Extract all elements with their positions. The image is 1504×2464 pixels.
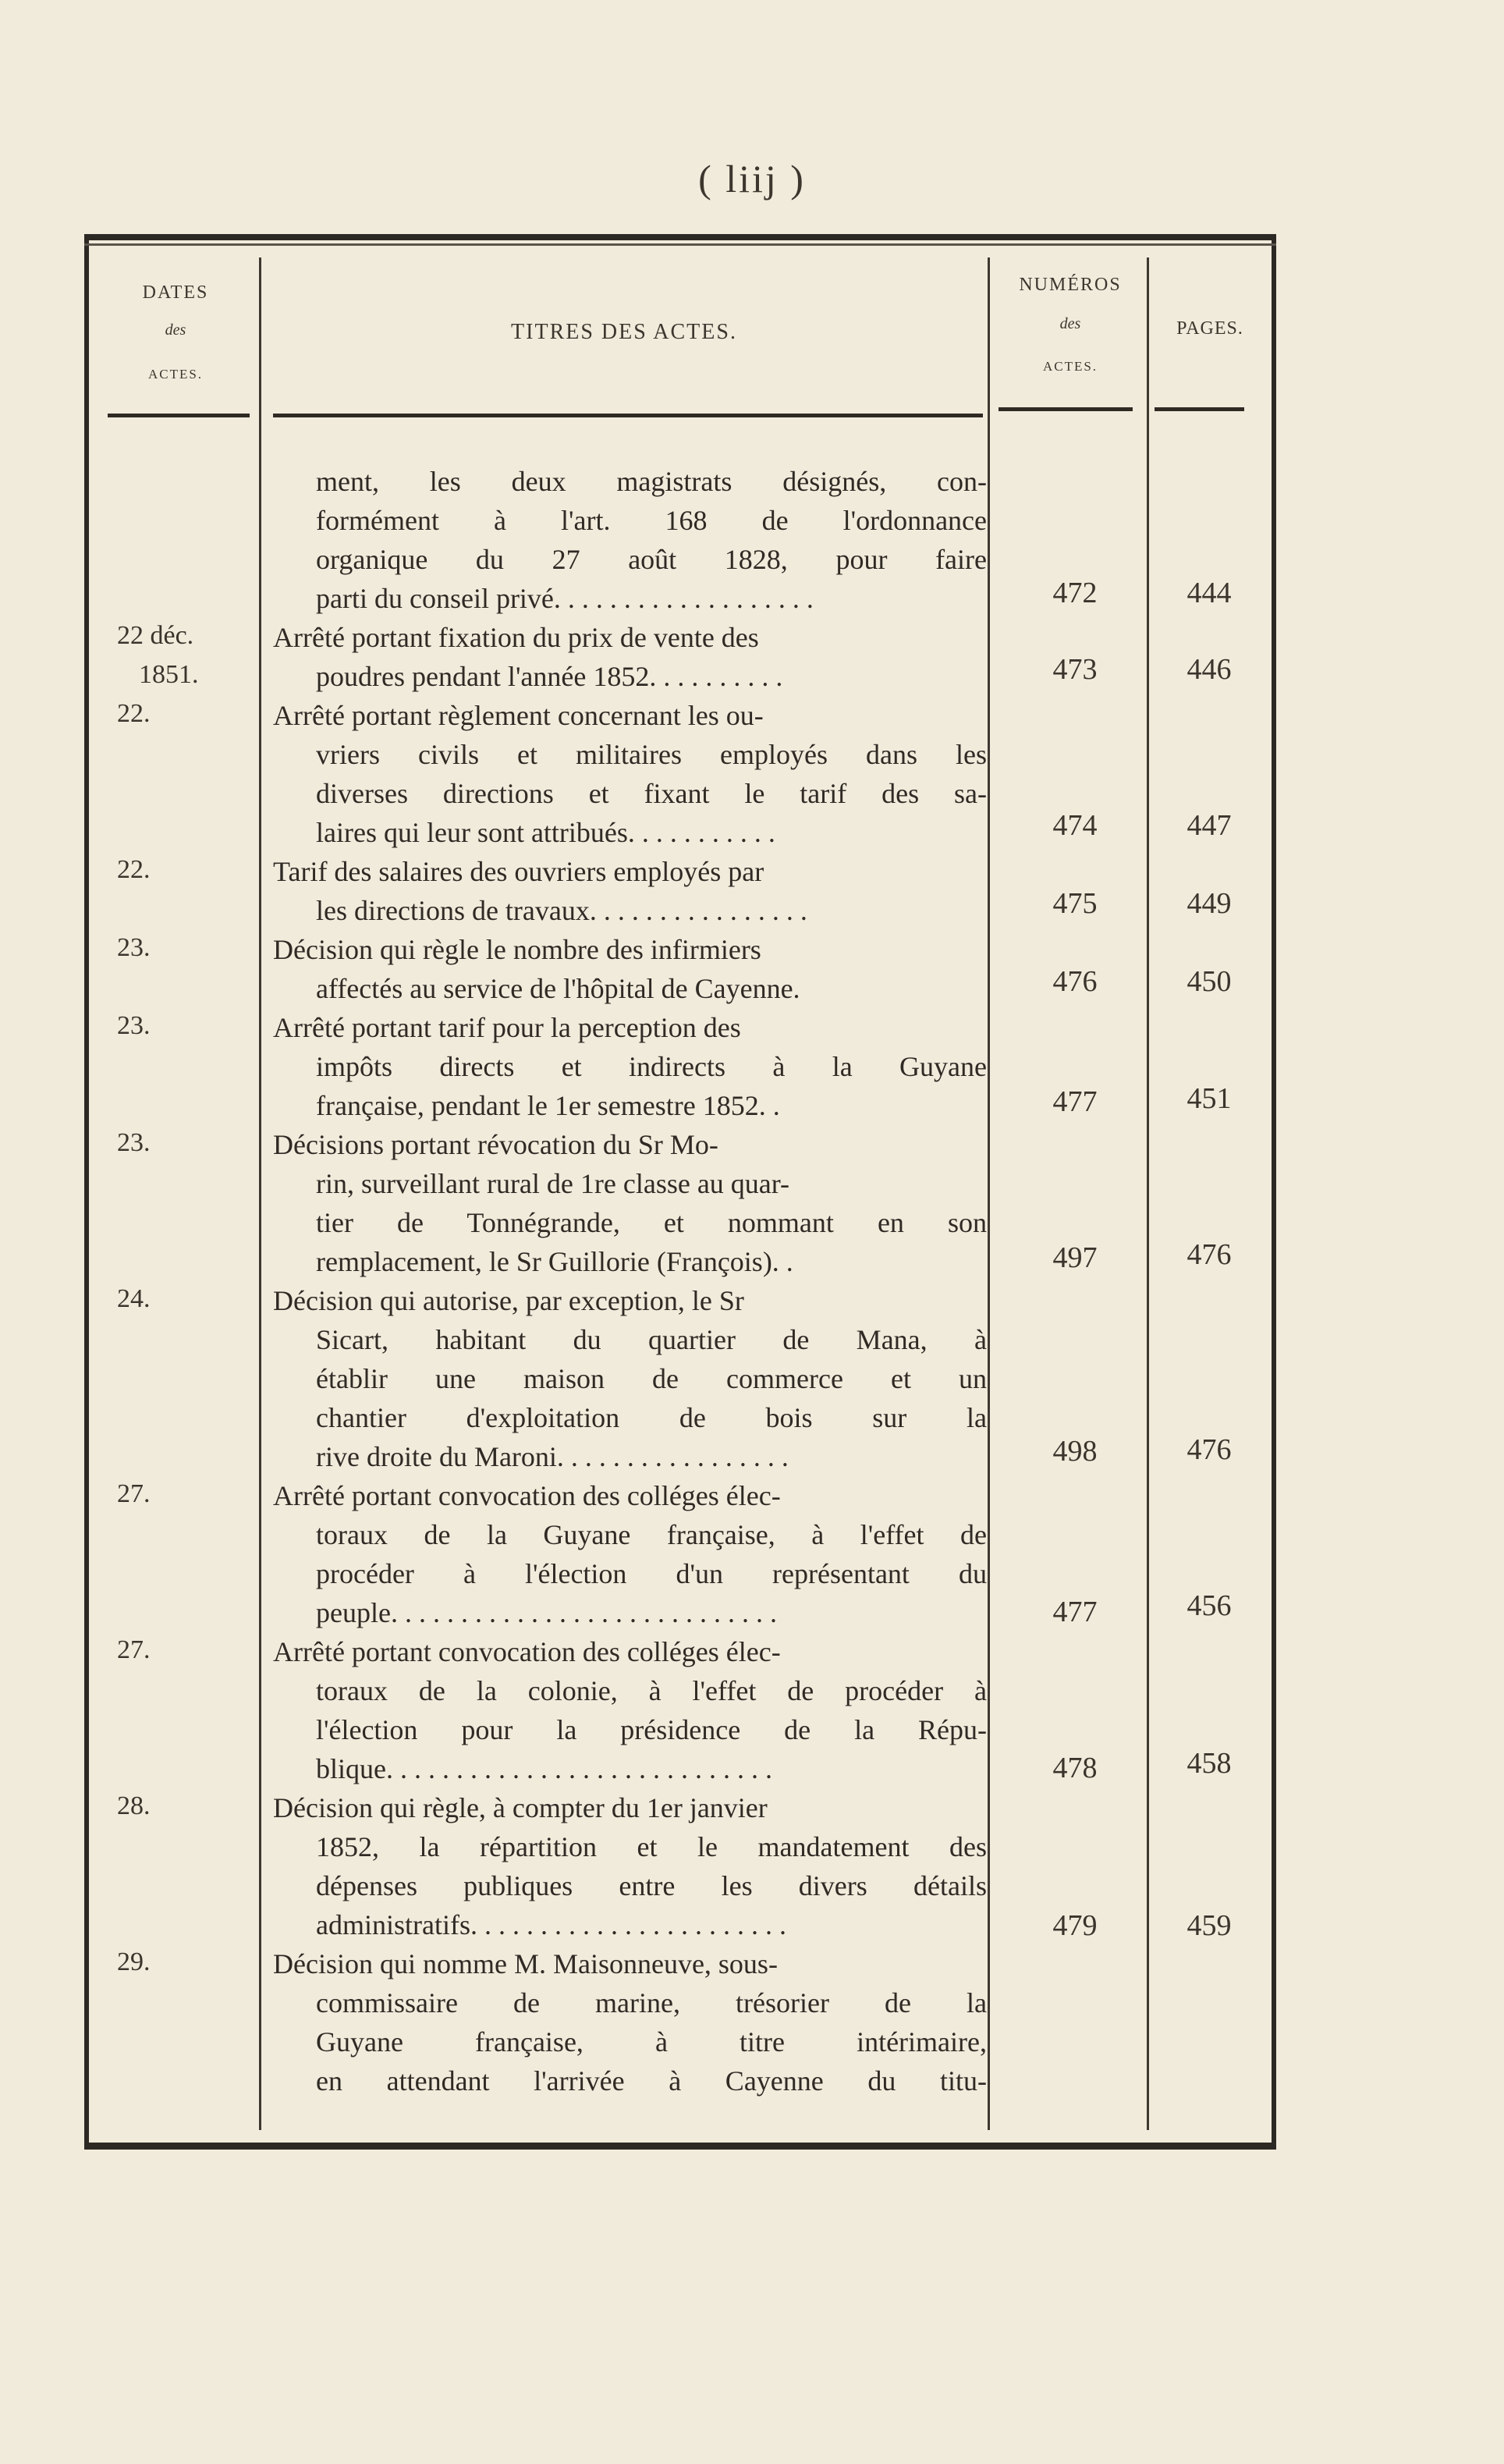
- entry-5-date: 23.: [117, 933, 151, 962]
- entry-9-line-1: Arrêté portant convocation des colléges élec-: [273, 1480, 781, 1511]
- entry-7-line-4: remplacement, le Sr Guillorie (François). .: [316, 1246, 793, 1277]
- header-pages-label: PAGES.: [1176, 318, 1243, 339]
- entry-4-number: 475: [1052, 887, 1098, 920]
- header-rule-numbers: [999, 407, 1133, 411]
- entry-10-line-1: Arrêté portant convocation des colléges élec-: [273, 1636, 781, 1667]
- entry-10-date: 27.: [117, 1635, 151, 1664]
- entry-10-line-3: l'élection pour la présidence de la Répu-: [316, 1714, 987, 1745]
- entry-9-line-2: toraux de la Guyane française, à l'effet de: [316, 1519, 987, 1550]
- entry-5-number: 476: [1052, 965, 1098, 998]
- entry-2-line-1: Arrêté portant fixation du prix de vente des: [273, 622, 759, 653]
- entry-8-line-5: rive droite du Maroni. . . . . . . . . . . . . . . . .: [316, 1441, 789, 1472]
- entry-1-line-2: formément à l'art. 168 de l'ordonnance: [316, 505, 987, 536]
- entry-12-line-4: en attendant l'arrivée à Cayenne du titu-: [316, 2065, 987, 2097]
- entry-9-page: 456: [1187, 1589, 1232, 1622]
- entry-1-line-4: parti du conseil privé. . . . . . . . . . . . . . . . . . .: [316, 583, 814, 614]
- entry-4-line-1: Tarif des salaires des ouvriers employés par: [273, 856, 764, 887]
- header-dates-label: DATES: [142, 282, 209, 303]
- entry-7-line-1: Décisions portant révocation du Sr Mo-: [273, 1129, 718, 1160]
- entry-2-number: 473: [1052, 653, 1098, 686]
- entry-5-line-1: Décision qui règle le nombre des infirmiers: [273, 934, 761, 965]
- entry-7-page: 476: [1187, 1238, 1232, 1271]
- entry-3-line-1: Arrêté portant règlement concernant les ou-: [273, 700, 764, 731]
- entry-11-page: 459: [1187, 1909, 1232, 1942]
- entry-10-page: 458: [1187, 1747, 1232, 1780]
- entry-11-line-1: Décision qui règle, à compter du 1er janvier: [273, 1792, 768, 1823]
- table-top-rule: [84, 243, 1276, 246]
- entry-1-number: 472: [1052, 577, 1098, 609]
- entry-1-line-1: ment, les deux magistrats désignés, con-: [316, 466, 987, 497]
- entry-5-page: 450: [1187, 965, 1232, 998]
- entry-11-line-3: dépenses publiques entre les divers détails: [316, 1870, 987, 1901]
- entry-8-date: 24.: [117, 1284, 151, 1313]
- entry-10-line-4: blique. . . . . . . . . . . . . . . . . . . . . . . . . . . .: [316, 1753, 772, 1784]
- entry-3-date: 22.: [117, 699, 151, 728]
- page-number: ( liij ): [698, 157, 806, 201]
- header-numeros-label: NUMÉROS: [1019, 275, 1122, 295]
- entry-6-line-2: impôts directs et indirects à la Guyane: [316, 1051, 987, 1082]
- header-rule-titles: [273, 414, 983, 417]
- entry-3-line-2: vriers civils et militaires employés dans les: [316, 739, 987, 770]
- column-divider-dates: [259, 257, 261, 2130]
- header-numeros-des: des: [1059, 315, 1081, 332]
- entry-8-line-1: Décision qui autorise, par exception, le Sr: [273, 1285, 744, 1316]
- header-numeros-actes: ACTES.: [1042, 359, 1098, 374]
- entry-6-page: 451: [1187, 1082, 1232, 1115]
- entry-4-line-2: les directions de travaux. . . . . . . . . . . . . . . .: [316, 895, 807, 926]
- entry-12-line-3: Guyane française, à titre intérimaire,: [316, 2026, 987, 2057]
- entry-9-date: 27.: [117, 1479, 151, 1508]
- header-rule-dates: [108, 414, 250, 417]
- entry-10-line-2: toraux de la colonie, à l'effet de procéder à: [316, 1675, 987, 1706]
- entry-6-line-3: française, pendant le 1er semestre 1852. .: [316, 1090, 780, 1121]
- entry-3-line-3: diverses directions et fixant le tarif des sa-: [316, 778, 987, 809]
- entry-7-line-3: tier de Tonnégrande, et nommant en son: [316, 1207, 987, 1238]
- column-divider-numbers: [1147, 257, 1149, 2130]
- entry-2-page: 446: [1187, 653, 1232, 686]
- entry-12-line-1: Décision qui nomme M. Maisonneuve, sous-: [273, 1948, 778, 1979]
- header-dates-actes: ACTES.: [147, 367, 204, 382]
- entry-6-line-1: Arrêté portant tarif pour la perception des: [273, 1012, 741, 1043]
- entry-8-page: 476: [1187, 1433, 1232, 1466]
- entry-1-page: 444: [1187, 577, 1232, 609]
- header-titles-label: TITRES DES ACTES.: [511, 320, 737, 344]
- entry-7-number: 497: [1052, 1241, 1098, 1274]
- column-divider-titles: [988, 257, 990, 2130]
- entry-3-page: 447: [1187, 809, 1232, 842]
- entry-4-page: 449: [1187, 887, 1232, 920]
- entry-1-line-3: organique du 27 août 1828, pour faire: [316, 544, 987, 575]
- entry-11-number: 479: [1052, 1909, 1098, 1942]
- entry-3-line-4: laires qui leur sont attribués. . . . . . . . . . .: [316, 817, 775, 848]
- entry-8-line-4: chantier d'exploitation de bois sur la: [316, 1402, 987, 1433]
- entry-9-line-4: peuple. . . . . . . . . . . . . . . . . . . . . . . . . . . .: [316, 1597, 777, 1628]
- entry-2-line-2: poudres pendant l'année 1852. . . . . . . . . .: [316, 661, 783, 692]
- entry-7-date: 23.: [117, 1128, 151, 1157]
- entry-8-line-2: Sicart, habitant du quartier de Mana, à: [316, 1324, 987, 1355]
- entry-2-year: 1851.: [139, 660, 199, 689]
- entry-5-line-2: affectés au service de l'hôpital de Cayenne.: [316, 973, 800, 1004]
- entry-11-line-4: administratifs. . . . . . . . . . . . . . . . . . . . . . .: [316, 1909, 786, 1940]
- entry-12-date: 29.: [117, 1947, 151, 1976]
- header-rule-pages: [1155, 407, 1244, 411]
- entry-9-line-3: procéder à l'élection d'un représentant du: [316, 1558, 987, 1589]
- entry-11-date: 28.: [117, 1791, 151, 1820]
- entry-7-line-2: rin, surveillant rural de 1re classe au quar-: [316, 1168, 790, 1199]
- entry-8-line-3: établir une maison de commerce et un: [316, 1363, 987, 1394]
- entry-11-line-2: 1852, la répartition et le mandatement des: [316, 1831, 987, 1862]
- entry-2-date: 22 déc.: [117, 621, 194, 650]
- entry-4-date: 22.: [117, 855, 151, 884]
- entry-10-number: 478: [1052, 1752, 1098, 1784]
- entry-6-date: 23.: [117, 1011, 151, 1040]
- entry-3-number: 474: [1052, 809, 1098, 842]
- entry-6-number: 477: [1052, 1085, 1098, 1118]
- entry-12-line-2: commissaire de marine, trésorier de la: [316, 1987, 987, 2018]
- entry-9-number: 477: [1052, 1596, 1098, 1628]
- entry-8-number: 498: [1052, 1435, 1098, 1468]
- header-dates-des: des: [165, 321, 186, 339]
